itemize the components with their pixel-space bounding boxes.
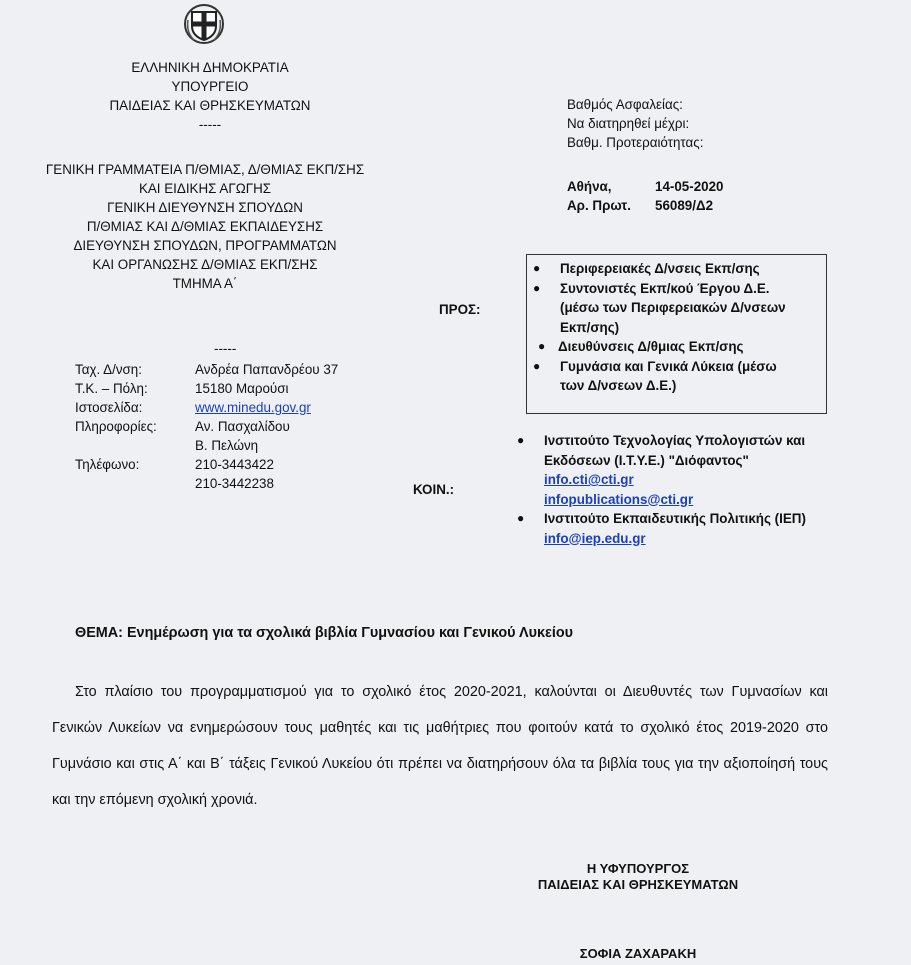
department-separator: ----- (214, 341, 237, 356)
retain-until-label: Να διατηρηθεί μέχρι: (567, 116, 690, 131)
bullet-icon: ● (533, 261, 541, 275)
contact-block (75, 360, 338, 493)
signature-title (488, 861, 788, 893)
department-line: Π/ΘΜΙΑΣ ΚΑΙ Δ/ΘΜΙΑΣ ΕΚΠΑΙΔΕΥΣΗΣ (86, 219, 324, 234)
ministry-header (60, 58, 360, 134)
header-line: ΠΑΙΔΕΙΑΣ ΚΑΙ ΘΡΗΣΚΕΥΜΑΤΩΝ (109, 98, 311, 113)
security-level-label: Βαθμός Ασφαλείας: (567, 97, 683, 112)
list-item: ● Ινστιτούτο Εκπαιδευτικής Πολιτικής (ΙΕΠ) info@iep.edu.gr (517, 509, 847, 548)
bullet-icon: ● (517, 433, 525, 447)
reference-block (567, 177, 724, 215)
phone-value: 210-3442238 (195, 476, 274, 491)
info-value: Β. Πελώνη (195, 438, 259, 453)
website-link[interactable]: www.minedu.gov.gr (195, 400, 311, 415)
department-line: ΚΑΙ ΟΡΓΑΝΩΣΗΣ Δ/ΘΜΙΑΣ ΕΚΠ/ΣΗΣ (92, 257, 318, 272)
list-item: ● Περιφερειακές Δ/νσεις Εκπ/σης (533, 259, 820, 279)
list-item: ● Διευθύνσεις Δ/θμιας Εκπ/σης (533, 337, 820, 357)
recipients-box (526, 254, 827, 414)
postal-value: 15180 Μαρούσι (195, 381, 289, 396)
place-label: Αθήνα, (567, 179, 612, 194)
signature-title-line: Η ΥΦΥΠΟΥΡΓΟΣ (586, 861, 690, 876)
bullet-icon: ● (533, 280, 541, 295)
to-label: ΠΡΟΣ: (439, 302, 481, 317)
info-label: Πληροφορίες: (75, 419, 157, 434)
phone-label: Τηλέφωνο: (75, 457, 140, 472)
bullet-icon: ● (517, 511, 525, 525)
address-label: Ταχ. Δ/νση: (75, 362, 142, 377)
department-line: ΚΑΙ ΕΙΔΙΚΗΣ ΑΓΩΓΗΣ (138, 181, 272, 196)
header-separator: ----- (198, 117, 222, 132)
signature-name: ΣΟΦΙΑ ΖΑΧΑΡΑΚΗ (579, 946, 697, 961)
info-value: Αν. Πασχαλίδου (195, 419, 290, 434)
bullet-icon: ● (538, 339, 546, 353)
list-item: ● Συντονιστές Εκπ/κού Έργου Δ.Ε. (μέσω των Περιφερειακών Δ/νσεων Εκπ/σης) (533, 279, 820, 338)
header-line: ΕΛΛΗΝΙΚΗ ΔΗΜΟΚΡΑΤΙΑ (131, 60, 289, 75)
website-label: Ιστοσελίδα: (75, 400, 143, 415)
bullet-icon: ● (533, 358, 541, 373)
department-line: ΓΕΝΙΚΗ ΔΙΕΥΘΥΝΣΗ ΣΠΟΥΔΩΝ (107, 200, 303, 215)
classification-block (567, 95, 703, 152)
list-item: ● Ινστιτούτο Τεχνολογίας Υπολογιστών και Εκδόσεων (Ι.Τ.Υ.Ε.) "Διόφαντος" info.cti@cti.gr infopublications@cti.gr (517, 431, 847, 509)
postal-label: Τ.Κ. – Πόλη: (75, 381, 148, 396)
department-line: ΤΜΗΜΑ Α΄ (172, 276, 238, 291)
email-link[interactable]: info.cti@cti.gr (544, 472, 634, 487)
department-block (0, 160, 410, 293)
email-link[interactable]: infopublications@cti.gr (544, 491, 694, 507)
email-link[interactable]: info@iep.edu.gr (544, 530, 646, 546)
header-line: ΥΠΟΥΡΓΕΙΟ (171, 79, 249, 94)
department-line: ΔΙΕΥΘΥΝΣΗ ΣΠΟΥΔΩΝ, ΠΡΟΓΡΑΜΜΑΤΩΝ (73, 238, 337, 253)
body-paragraph: Στο πλαίσιο του προγραμματισμού για το σχολικό έτος 2020-2021, καλούνται οι Διευθυντές των Γυμνασίων και Γενικών Λυκείων να ενημερώσουν τους μαθητές και τις μαθήτριες που φοιτούν κατά το σχολικό έτος 2019-2020 στο Γυμνάσιο και στις Α΄ και Β΄ τάξεις Γενικού Λυκείου ότι πρέπει να διατηρήσουν όλα τα βιβλία τους για την αξιοποίησή τους και την επόμενη σχολική χρονιά. (52, 684, 828, 808)
address-value: Ανδρέα Παπανδρέου 37 (195, 362, 339, 377)
list-item: ● Γυμνάσια και Γενικά Λύκεια (μέσω των Δ/νσεων Δ.Ε.) (533, 357, 820, 396)
department-line: ΓΕΝΙΚΗ ΓΡΑΜΜΑΤΕΙΑ Π/ΘΜΙΑΣ, Δ/ΘΜΙΑΣ ΕΚΠ/ΣΗΣ (45, 162, 365, 177)
protocol-value: 56089/Δ2 (655, 198, 714, 213)
subject-line: ΘΕΜΑ: Ενημέρωση για τα σχολικά βιβλία Γυμνασίου και Γενικού Λυκείου (75, 625, 573, 641)
greek-emblem-icon (184, 2, 224, 46)
phone-value: 210-3443422 (195, 457, 274, 472)
priority-label: Βαθμ. Προτεραιότητας: (567, 135, 704, 150)
date-value: 14-05-2020 (655, 179, 724, 194)
cc-label: ΚΟΙΝ.: (413, 482, 455, 497)
protocol-label: Αρ. Πρωτ. (567, 198, 631, 213)
cc-list (517, 431, 847, 548)
signature-title-line: ΠΑΙΔΕΙΑΣ ΚΑΙ ΘΡΗΣΚΕΥΜΑΤΩΝ (537, 877, 739, 892)
